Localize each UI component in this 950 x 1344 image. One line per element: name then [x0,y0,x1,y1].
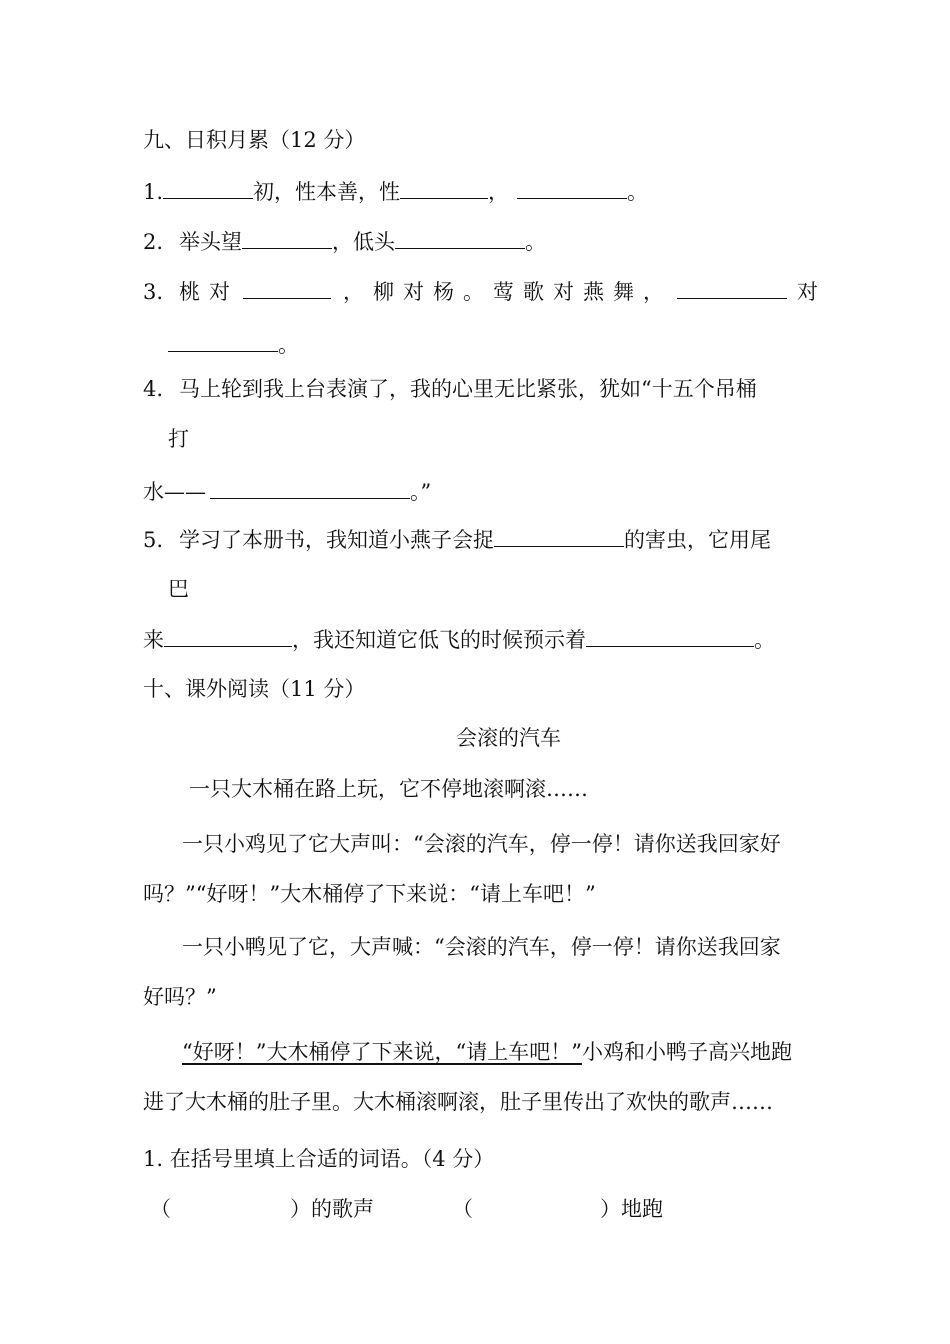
question-3-continuation [168,329,299,360]
question-2 [143,226,546,257]
answer-blank[interactable] [243,276,331,299]
reading-question-1: 1. 在括号里填上合适的词语。（4 分） [143,1147,495,1171]
fill-in-item [290,1194,374,1224]
question-1-text: ， [488,180,510,204]
answer-blank[interactable] [163,176,253,199]
item-label: ）的歌声 [290,1197,374,1221]
question-5-text: 巴 [168,577,189,601]
question-1 [143,176,648,207]
story-paragraph: 一只小鸡见了它大声叫：“会滚的汽车，停一停！请你送我回家好 [182,832,781,856]
question-2-text: 举头望 [179,230,242,254]
story-paragraph: 一只大木桶在路上玩，它不停地滚啊滚…… [189,777,588,801]
question-3-text: 。 [278,333,299,357]
question-2-number: 2. [143,230,164,254]
question-4-text: 打 [168,427,189,451]
question-3-number: 3. [143,280,164,304]
question-4-number: 4. [143,377,164,401]
question-3-text: 柳对杨。莺歌对燕舞， [373,280,673,304]
story-paragraph: 好吗？” [143,985,217,1009]
story-paragraph: 进了大木桶的肚子里。大木桶滚啊滚，肚子里传出了欢快的歌声…… [143,1090,773,1114]
question-5-text: 来 [143,628,164,652]
question-5 [143,524,771,555]
open-paren: （ [150,1197,171,1221]
question-5-text: 。 [754,628,775,652]
section-9-heading: 九、日积月累（12 分） [143,128,366,152]
question-2-text: 。 [525,230,546,254]
answer-blank[interactable] [164,624,292,647]
question-5-text: 学习了本册书，我知道小燕子会捉 [179,528,494,552]
question-4-text: 。” [410,480,432,504]
answer-blank[interactable] [210,476,410,499]
story-paragraph [182,1037,792,1067]
question-1-text: 。 [627,180,649,204]
question-3-text: 对 [797,280,818,304]
question-5-continuation [143,624,775,655]
fill-in-item [600,1194,663,1224]
answer-blank[interactable] [242,226,332,249]
fill-in-item [150,1194,171,1224]
answer-blank[interactable] [395,226,525,249]
item-label: ）地跑 [600,1197,663,1221]
question-2-text: ，低头 [332,230,395,254]
question-4-continuation [143,476,431,507]
answer-blank[interactable] [517,176,627,199]
answer-blank[interactable] [400,176,488,199]
story-title: 会滚的汽车 [456,726,561,750]
question-1-text: 初，性本善，性 [253,180,401,204]
question-1-number: 1. [143,180,164,204]
answer-blank[interactable] [677,276,787,299]
section-10-heading: 十、课外阅读（11 分） [143,677,366,701]
question-4-text: 水—— [143,480,206,504]
story-paragraph: 一只小鸭见了它，大声喊：“会滚的汽车，停一停！请你送我回家 [182,935,781,959]
question-3-text: ， [343,280,373,304]
underlined-sentence: “好呀！”大木桶停了下来说，“请上车吧！” [182,1040,582,1064]
question-3 [143,276,818,307]
question-4 [143,374,757,404]
question-3-text: 桃对 [179,280,239,304]
question-5-number: 5. [143,528,164,552]
question-5-text: 的害虫，它用尾 [624,528,771,552]
answer-blank[interactable] [168,329,278,352]
story-text: 小鸡和小鸭子高兴地跑 [581,1040,792,1064]
answer-blank[interactable] [586,624,754,647]
question-4-text: 马上轮到我上台表演了，我的心里无比紧张，犹如“十五个吊桶 [179,377,757,401]
story-paragraph: 吗？”“好呀！”大木桶停了下来说：“请上车吧！” [143,882,596,906]
answer-blank[interactable] [494,524,624,547]
fill-in-item [452,1194,473,1224]
open-paren: （ [452,1197,473,1221]
question-5-text: ，我还知道它低飞的时候预示着 [292,628,586,652]
